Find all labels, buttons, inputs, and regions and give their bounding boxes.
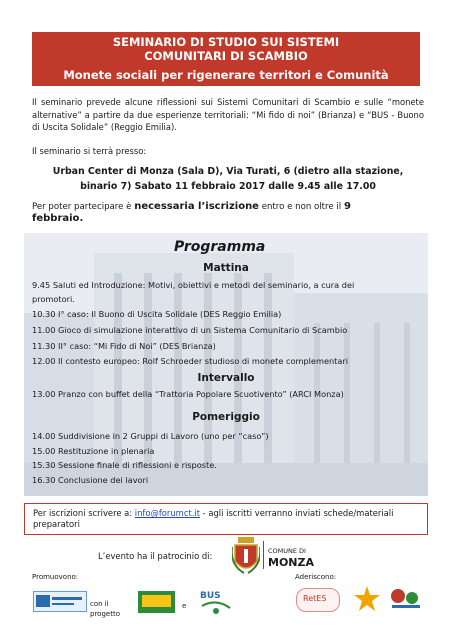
intro-paragraph: Il seminario prevede alcune riflessioni sui Sistemi Comunitari di Scambio e sulle “monete alternative” a partire da due esperienze territoriali: “Mi fido di noi” (Brianza) e “BUS - Buono di Uscita Solidale” (Reggio Emilia). xyxy=(32,97,424,132)
break-title: Intervallo xyxy=(197,372,255,384)
email-link[interactable]: info@forumct.it xyxy=(134,508,200,518)
afternoon-title: Pomeriggio xyxy=(192,411,260,423)
deadline-required: necessaria l’iscrizione xyxy=(134,201,259,212)
break-item: 13.00 Pranzo con buffet della “Trattoria Popolare Scuotivento” (ARCI Monza) xyxy=(32,389,344,399)
retes-label: RetES xyxy=(303,594,327,603)
title-line-2: COMUNITARI DI SCAMBIO xyxy=(144,49,308,63)
afternoon-item: 16.30 Conclusione dei lavori xyxy=(32,475,149,485)
afternoon-item: 14.00 Suddivisione in 2 Gruppi di Lavoro (uno per “caso”) xyxy=(32,431,269,441)
venue-block xyxy=(32,164,424,194)
deadline-mid: entro e non oltre il xyxy=(261,202,342,212)
monza-label: MONZA xyxy=(268,556,314,569)
venue-line-1: Urban Center di Monza (Sala D), Via Turati, 6 (dietro alla stazione, xyxy=(52,166,404,177)
retes-logo xyxy=(296,588,340,612)
contact-pre: Per iscrizioni scrivere a: xyxy=(33,508,133,518)
logo-divider xyxy=(263,541,264,569)
registration-box xyxy=(24,503,428,535)
morning-item: 12.00 Il contesto europeo: Rolf Schroeder studioso di monete complementari xyxy=(32,356,349,366)
deadline-pre: Per poter partecipare è xyxy=(32,202,132,212)
morning-item: 9.45 Saluti ed Introduzione: Motivi, obiettivi e metodi del seminario, a cura dei xyxy=(32,280,355,290)
deadline-notice: Per poter partecipare è necessaria l’iscrizione entro e non oltre il 9 febbraio. xyxy=(32,201,351,224)
deadline-date-day: 9 xyxy=(343,201,351,212)
comune-label: COMUNE DI xyxy=(268,547,306,555)
program-box xyxy=(24,233,428,496)
bus-logo xyxy=(196,586,236,616)
title-banner xyxy=(32,32,420,86)
venue-label: Il seminario si terrà presso: xyxy=(32,146,147,156)
project-logo xyxy=(138,591,175,613)
program-title: Programma xyxy=(174,239,266,255)
title-line-1: SEMINARIO DI STUDIO SUI SISTEMI xyxy=(112,35,340,49)
afternoon-item: 15.30 Sessione finale di riflessioni e risposte. xyxy=(32,460,217,470)
patronage-label: L’evento ha il patrocinio di: xyxy=(98,551,213,561)
with-label: con il xyxy=(90,600,109,608)
venue-line-2: binario 7) Sabato 11 febbraio 2017 dalle 9.45 alle 17.00 xyxy=(80,181,376,192)
morning-item: 10.30 I° caso: Il Buono di Uscita Solidale (DES Reggio Emilia) xyxy=(32,309,282,319)
contact-post: - agli iscritti verranno inviati schede/materiali xyxy=(202,508,394,518)
and-label: e xyxy=(182,602,187,610)
svg-text:BUS: BUS xyxy=(200,591,221,601)
supporters-label: Aderiscono: xyxy=(295,573,337,581)
monza-coat-of-arms-logo xyxy=(232,537,260,579)
project-label: progetto xyxy=(90,610,120,618)
morning-title: Mattina xyxy=(203,262,249,274)
morning-item: 11.00 Gioco di simulazione interattivo di un Sistema Comunitario di Scambio xyxy=(32,325,348,335)
promoters-label: Promuovono: xyxy=(32,573,79,581)
des-logo xyxy=(388,586,424,612)
morning-item: 11.30 II° caso: “Mi Fido di Noi” (DES Brianza) xyxy=(32,341,216,351)
contact-line-2: preparatori xyxy=(33,519,80,529)
morning-item: promotori. xyxy=(32,294,75,304)
forum-logo xyxy=(33,591,87,612)
deadline-date-month: febbraio xyxy=(32,213,80,224)
subtitle: Monete sociali per rigenerare territori e Comunità xyxy=(63,68,389,82)
star-logo xyxy=(352,584,382,614)
afternoon-item: 15.00 Restituzione in plenaria xyxy=(32,446,155,456)
